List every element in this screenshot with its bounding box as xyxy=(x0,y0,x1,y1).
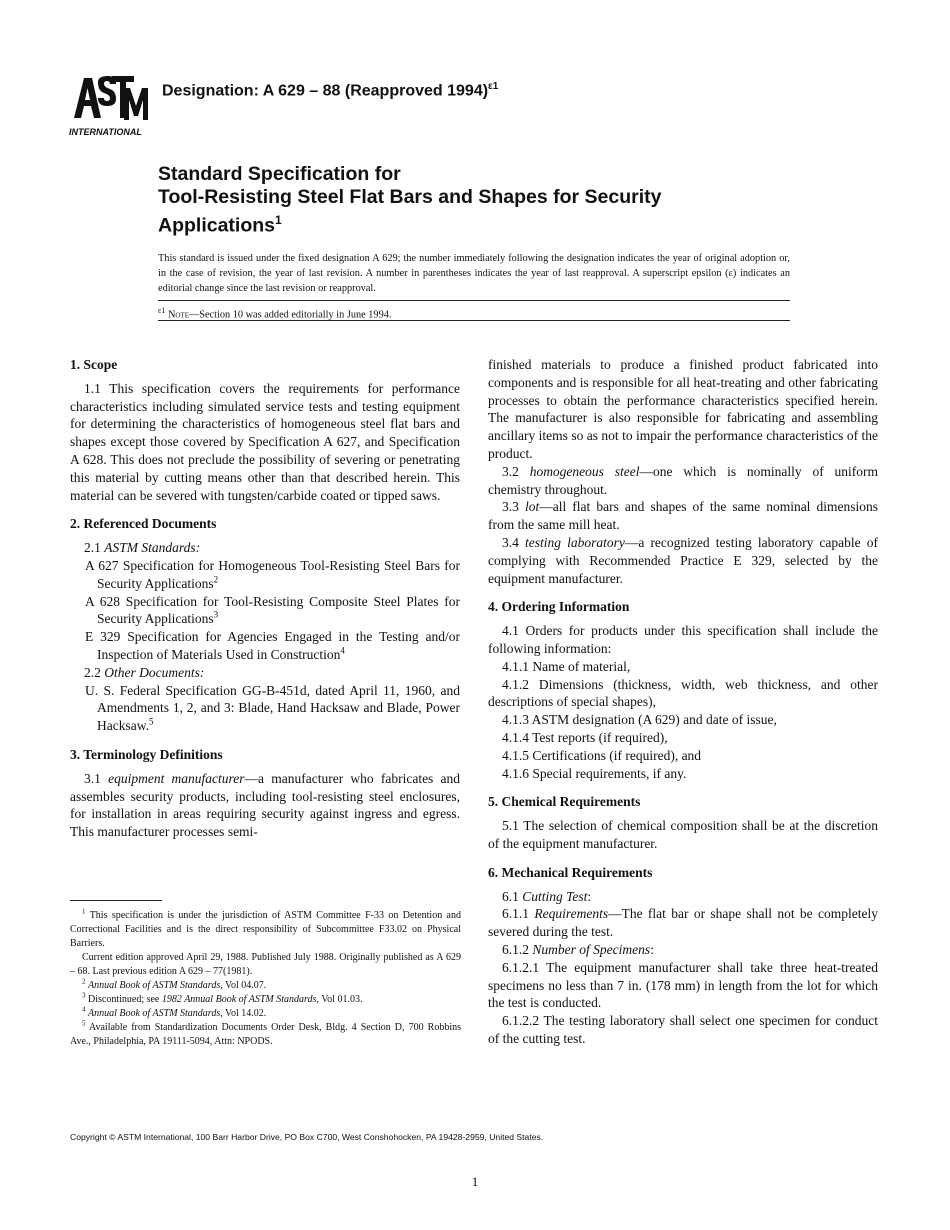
para-4-1-2: 4.1.2 Dimensions (thickness, width, web thickness, and other descriptions of special shapes), xyxy=(488,676,878,710)
right-column xyxy=(488,356,878,1048)
footnote-4: $^4$ Annual Book of ASTM Standards, Vol 14.02. xyxy=(82,1005,267,1019)
divider-top xyxy=(158,300,790,301)
ref-a628: A 628 Specification for Tool-Resisting Composite Steel Plates for Security Applications$^3$ xyxy=(85,593,460,627)
epsilon-mark: ε1 xyxy=(158,306,166,315)
page-title xyxy=(158,163,818,238)
para-5-1: 5.1 The selection of chemical composition shall be at the discretion of the equipment manufacturer. xyxy=(488,818,878,851)
title-footnote-mark: 1 xyxy=(275,213,282,227)
footnotes xyxy=(70,909,461,1049)
astm-logo xyxy=(68,72,150,138)
footnote-1-edition: Current edition approved April 29, 1988. Published July 1988. Originally published as A 629 – 68. Last previous edition A 629 – 77(1981). xyxy=(70,952,461,977)
footnote-5: $^5$ Available from Standardization Documents Order Desk, Bldg. 4 Section D, 700 Robbins Ave., Philadelphia, PA 19111-5094, Attn: NPODS. xyxy=(70,1019,461,1047)
para-4-1-6: 4.1.6 Special requirements, if any. xyxy=(502,765,687,781)
logo-international-text: INTERNATIONAL xyxy=(69,127,142,137)
note-text: —Section 10 was added editorially in June 1994. xyxy=(188,309,392,321)
section-heading-chemical: 5. Chemical Requirements xyxy=(488,794,641,810)
para-3-1: 3.1 equipment manufacturer—a manufacturer who fabricates and assembles security products, including tool-resisting steel enclosures, for installation in areas requiring security against ingress and egress. This manufacturer processes semi- xyxy=(70,770,461,840)
para-4-1-4: 4.1.4 Test reports (if required), xyxy=(502,729,668,745)
para-6-1-2-2: 6.1.2.2 The testing laboratory shall select one specimen for conduct of the cutting test. xyxy=(488,1013,878,1046)
footnote-1: $^1$ This specification is under the jurisdiction of ASTM Committee F-33 on Detention and Correctional Facilities and is the direct responsibility of Subcommittee F33.02 on Physical Barriers. xyxy=(70,907,461,949)
para-1-1: 1.1 This specification covers the requirements for performance characteristics including simulated service tests and testing equipment for determining the characteristics of homogeneous steel flat bars and shapes except those covered by Specification A 627, and Specification A 628. This does not preclude the possibility of severing or penetrating this material by cutting means other than that described herein. This material can be severed with tungsten/carbide coated or tipped saws. xyxy=(70,380,460,503)
footnote-2: $^2$ Annual Book of ASTM Standards, Vol 04.07. xyxy=(82,977,267,991)
left-column xyxy=(70,356,460,841)
para-4-1-1: 4.1.1 Name of material, xyxy=(502,658,631,674)
para-6-1-2: 6.1.2 Number of Specimens: xyxy=(502,941,654,957)
para-6-1-2-1: 6.1.2.1 The equipment manufacturer shall take three heat-treated specimens no less than 7 in. (178 mm) in length from the lot for which the test is conducted. xyxy=(488,959,878,1011)
footnote-3: $^3$ Discontinued; see 1982 Annual Book of ASTM Standards, Vol 01.03. xyxy=(82,991,363,1005)
section-heading-ordering: 4. Ordering Information xyxy=(488,599,630,615)
para-6-1: 6.1 Cutting Test: xyxy=(502,888,592,904)
note-label: Note xyxy=(167,309,189,321)
astm-logo-mark xyxy=(68,72,150,138)
para-3-3: 3.3 lot—all flat bars and shapes of the same nominal dimensions from the same mill heat. xyxy=(488,499,879,533)
issue-notice: This standard is issued under the fixed designation A 629; the number immediately following the designation indicates the year of original adoption or, in the case of revision, the year of last revision. A number in parentheses indicates the year of last reapproval. A superscript epsilon (ε) indicates an editorial change since the last revision or reapproval. xyxy=(158,253,790,294)
title-line-1: Standard Specification for xyxy=(158,163,401,185)
para-2-1: 2.1 ASTM Standards: xyxy=(84,540,201,556)
para-3-1-continued: finished materials to produce a finished product fabricated into components and is responsible for all heat-treating and other fabricating processes to obtain the performance characteristics specified herein. The manufacturer is also responsible for fabricating and assembling ancillary items so as not to impair the performance characteristics of the product. xyxy=(488,357,878,461)
title-line-2: Tool-Resisting Steel Flat Bars and Shapes for Security xyxy=(158,186,662,208)
para-4-1-5: 4.1.5 Certifications (if required), and xyxy=(502,747,702,763)
ref-fed-spec: U. S. Federal Specification GG-B-451d, dated April 11, 1960, and Amendments 1, 2, and 3: Blade, Hand Hacksaw and Blade, Power Hacksaw.$^5$ xyxy=(85,682,460,734)
section-heading-referenced-documents: 2. Referenced Documents xyxy=(70,516,217,532)
section-heading-mechanical: 6. Mechanical Requirements xyxy=(488,864,653,880)
para-4-1: 4.1 Orders for products under this specification shall include the following information: xyxy=(488,623,878,656)
copyright: Copyright © ASTM International, 100 Barr Harbor Drive, PO Box C700, West Conshohocken, PA 19428-2959, United States. xyxy=(70,1132,544,1142)
section-heading-terminology: 3. Terminology Definitions xyxy=(70,746,223,762)
para-4-1-3: 4.1.3 ASTM designation (A 629) and date of issue, xyxy=(502,712,777,728)
designation xyxy=(162,81,498,100)
title-line-3: Applications$^1$ xyxy=(158,213,282,237)
divider-bottom xyxy=(158,320,790,321)
footnote-divider xyxy=(70,900,162,901)
editorial-note xyxy=(158,306,391,320)
para-3-2: 3.2 homogeneous steel—one which is nominally of uniform chemistry throughout. xyxy=(488,463,878,497)
designation-sup: ε1 xyxy=(488,81,499,92)
para-2-2: 2.2 Other Documents: xyxy=(84,664,205,680)
ref-a627: A 627 Specification for Homogeneous Tool-Resisting Steel Bars for Security Applications$^2$ xyxy=(85,557,460,591)
designation-text: Designation: A 629 – 88 (Reapproved 1994) xyxy=(162,82,489,100)
ref-e329: E 329 Specification for Agencies Engaged in the Testing and/or Inspection of Materials Used in Construction$^4$ xyxy=(85,629,460,662)
page-number: 1 xyxy=(471,1174,479,1189)
para-3-4: 3.4 testing laboratory—a recognized testing laboratory capable of complying with Recommended Practice E 329, selected by the equipment manufacturer. xyxy=(488,534,879,586)
para-6-1-1: 6.1.1 Requirements—The flat bar or shape shall not be completely severed during the test. xyxy=(488,906,878,940)
section-heading-scope: 1. Scope xyxy=(70,357,118,372)
